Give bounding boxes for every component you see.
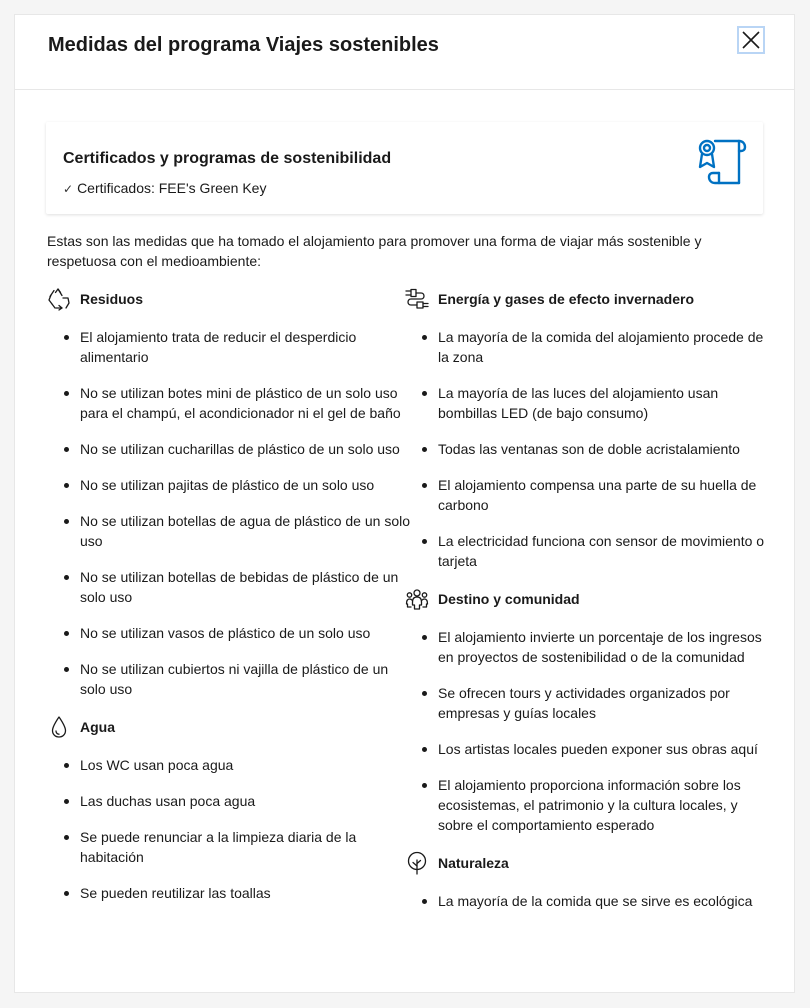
section-header — [405, 287, 775, 311]
left-column — [47, 287, 417, 919]
right-column — [405, 287, 775, 927]
residuos-list — [47, 327, 417, 699]
agua-list — [47, 755, 417, 903]
list-item: Los WC usan poca agua — [47, 755, 417, 775]
section-residuos — [47, 287, 417, 699]
section-title: Agua — [80, 719, 115, 735]
list-item: El alojamiento trata de reducir el desperdicio alimentario — [47, 327, 417, 367]
list-item: Se pueden reutilizar las toallas — [47, 883, 417, 903]
section-energia — [405, 287, 775, 571]
community-people-icon — [405, 587, 429, 611]
list-item: La electricidad funciona con sensor de movimiento o tarjeta — [405, 531, 775, 571]
section-header — [405, 851, 775, 875]
certificates-line — [63, 178, 266, 199]
section-header — [405, 587, 775, 611]
modal-header — [15, 15, 794, 90]
naturaleza-list — [405, 891, 775, 911]
list-item: No se utilizan vasos de plástico de un solo uso — [47, 623, 417, 643]
list-item: El alojamiento compensa una parte de su huella de carbono — [405, 475, 775, 515]
list-item: No se utilizan pajitas de plástico de un solo uso — [47, 475, 417, 495]
list-item: No se utilizan cubiertos ni vajilla de plástico de un solo uso — [47, 659, 417, 699]
intro-text: Estas son las medidas que ha tomado el alojamiento para promover una forma de viajar más sostenible y respetuosa con el medioambiente: — [47, 233, 702, 269]
list-item: No se utilizan cucharillas de plástico de un solo uso — [47, 439, 417, 459]
section-title: Energía y gases de efecto invernadero — [438, 291, 694, 307]
check-icon: ✓ — [63, 182, 74, 196]
section-header — [47, 287, 417, 311]
water-drop-icon — [47, 715, 71, 739]
list-item: La mayoría de la comida del alojamiento procede de la zona — [405, 327, 775, 367]
section-agua — [47, 715, 417, 903]
list-item: Todas las ventanas son de doble acristalamiento — [405, 439, 775, 459]
list-item: No se utilizan botellas de bebidas de plástico de un solo uso — [47, 567, 417, 607]
tree-icon — [405, 851, 429, 875]
recycle-icon — [47, 287, 71, 311]
section-title: Naturaleza — [438, 855, 509, 871]
section-title: Destino y comunidad — [438, 591, 580, 607]
list-item: La mayoría de las luces del alojamiento usan bombillas LED (de bajo consumo) — [405, 383, 775, 423]
list-item: El alojamiento proporciona información sobre los ecosistemas, el patrimonio y la cultura locales, y sobre el comportamiento esperado — [405, 775, 775, 835]
list-item: No se utilizan botellas de agua de plástico de un solo uso — [47, 511, 417, 551]
list-item: Se ofrecen tours y actividades organizados por empresas y guías locales — [405, 683, 775, 723]
list-item: Las duchas usan poca agua — [47, 791, 417, 811]
certificates-card — [46, 122, 763, 214]
list-item: El alojamiento invierte un porcentaje de los ingresos en proyectos de sostenibilidad o de la comunidad — [405, 627, 775, 667]
certificate-ribbon-icon — [695, 137, 747, 189]
energia-list — [405, 327, 775, 571]
section-header — [47, 715, 417, 739]
close-button[interactable] — [737, 26, 765, 54]
list-item: La mayoría de la comida que se sirve es ecológica — [405, 891, 775, 911]
list-item: No se utilizan botes mini de plástico de un solo uso para el champú, el acondicionador ni el gel de baño — [47, 383, 417, 423]
destino-list — [405, 627, 775, 835]
section-naturaleza — [405, 851, 775, 911]
list-item: Se puede renunciar a la limpieza diaria de la habitación — [47, 827, 417, 867]
list-item: Los artistas locales pueden exponer sus obras aquí — [405, 739, 775, 759]
modal-title: Medidas del programa Viajes sostenibles — [48, 34, 439, 56]
close-icon — [741, 30, 761, 50]
section-destino — [405, 587, 775, 835]
section-title: Residuos — [80, 291, 144, 307]
certificates-title: Certificados y programas de sostenibilidad — [63, 150, 392, 167]
certificates-text: Certificados: FEE's Green Key — [77, 180, 267, 196]
sustainability-modal — [14, 14, 795, 993]
energy-plug-icon — [405, 287, 429, 311]
